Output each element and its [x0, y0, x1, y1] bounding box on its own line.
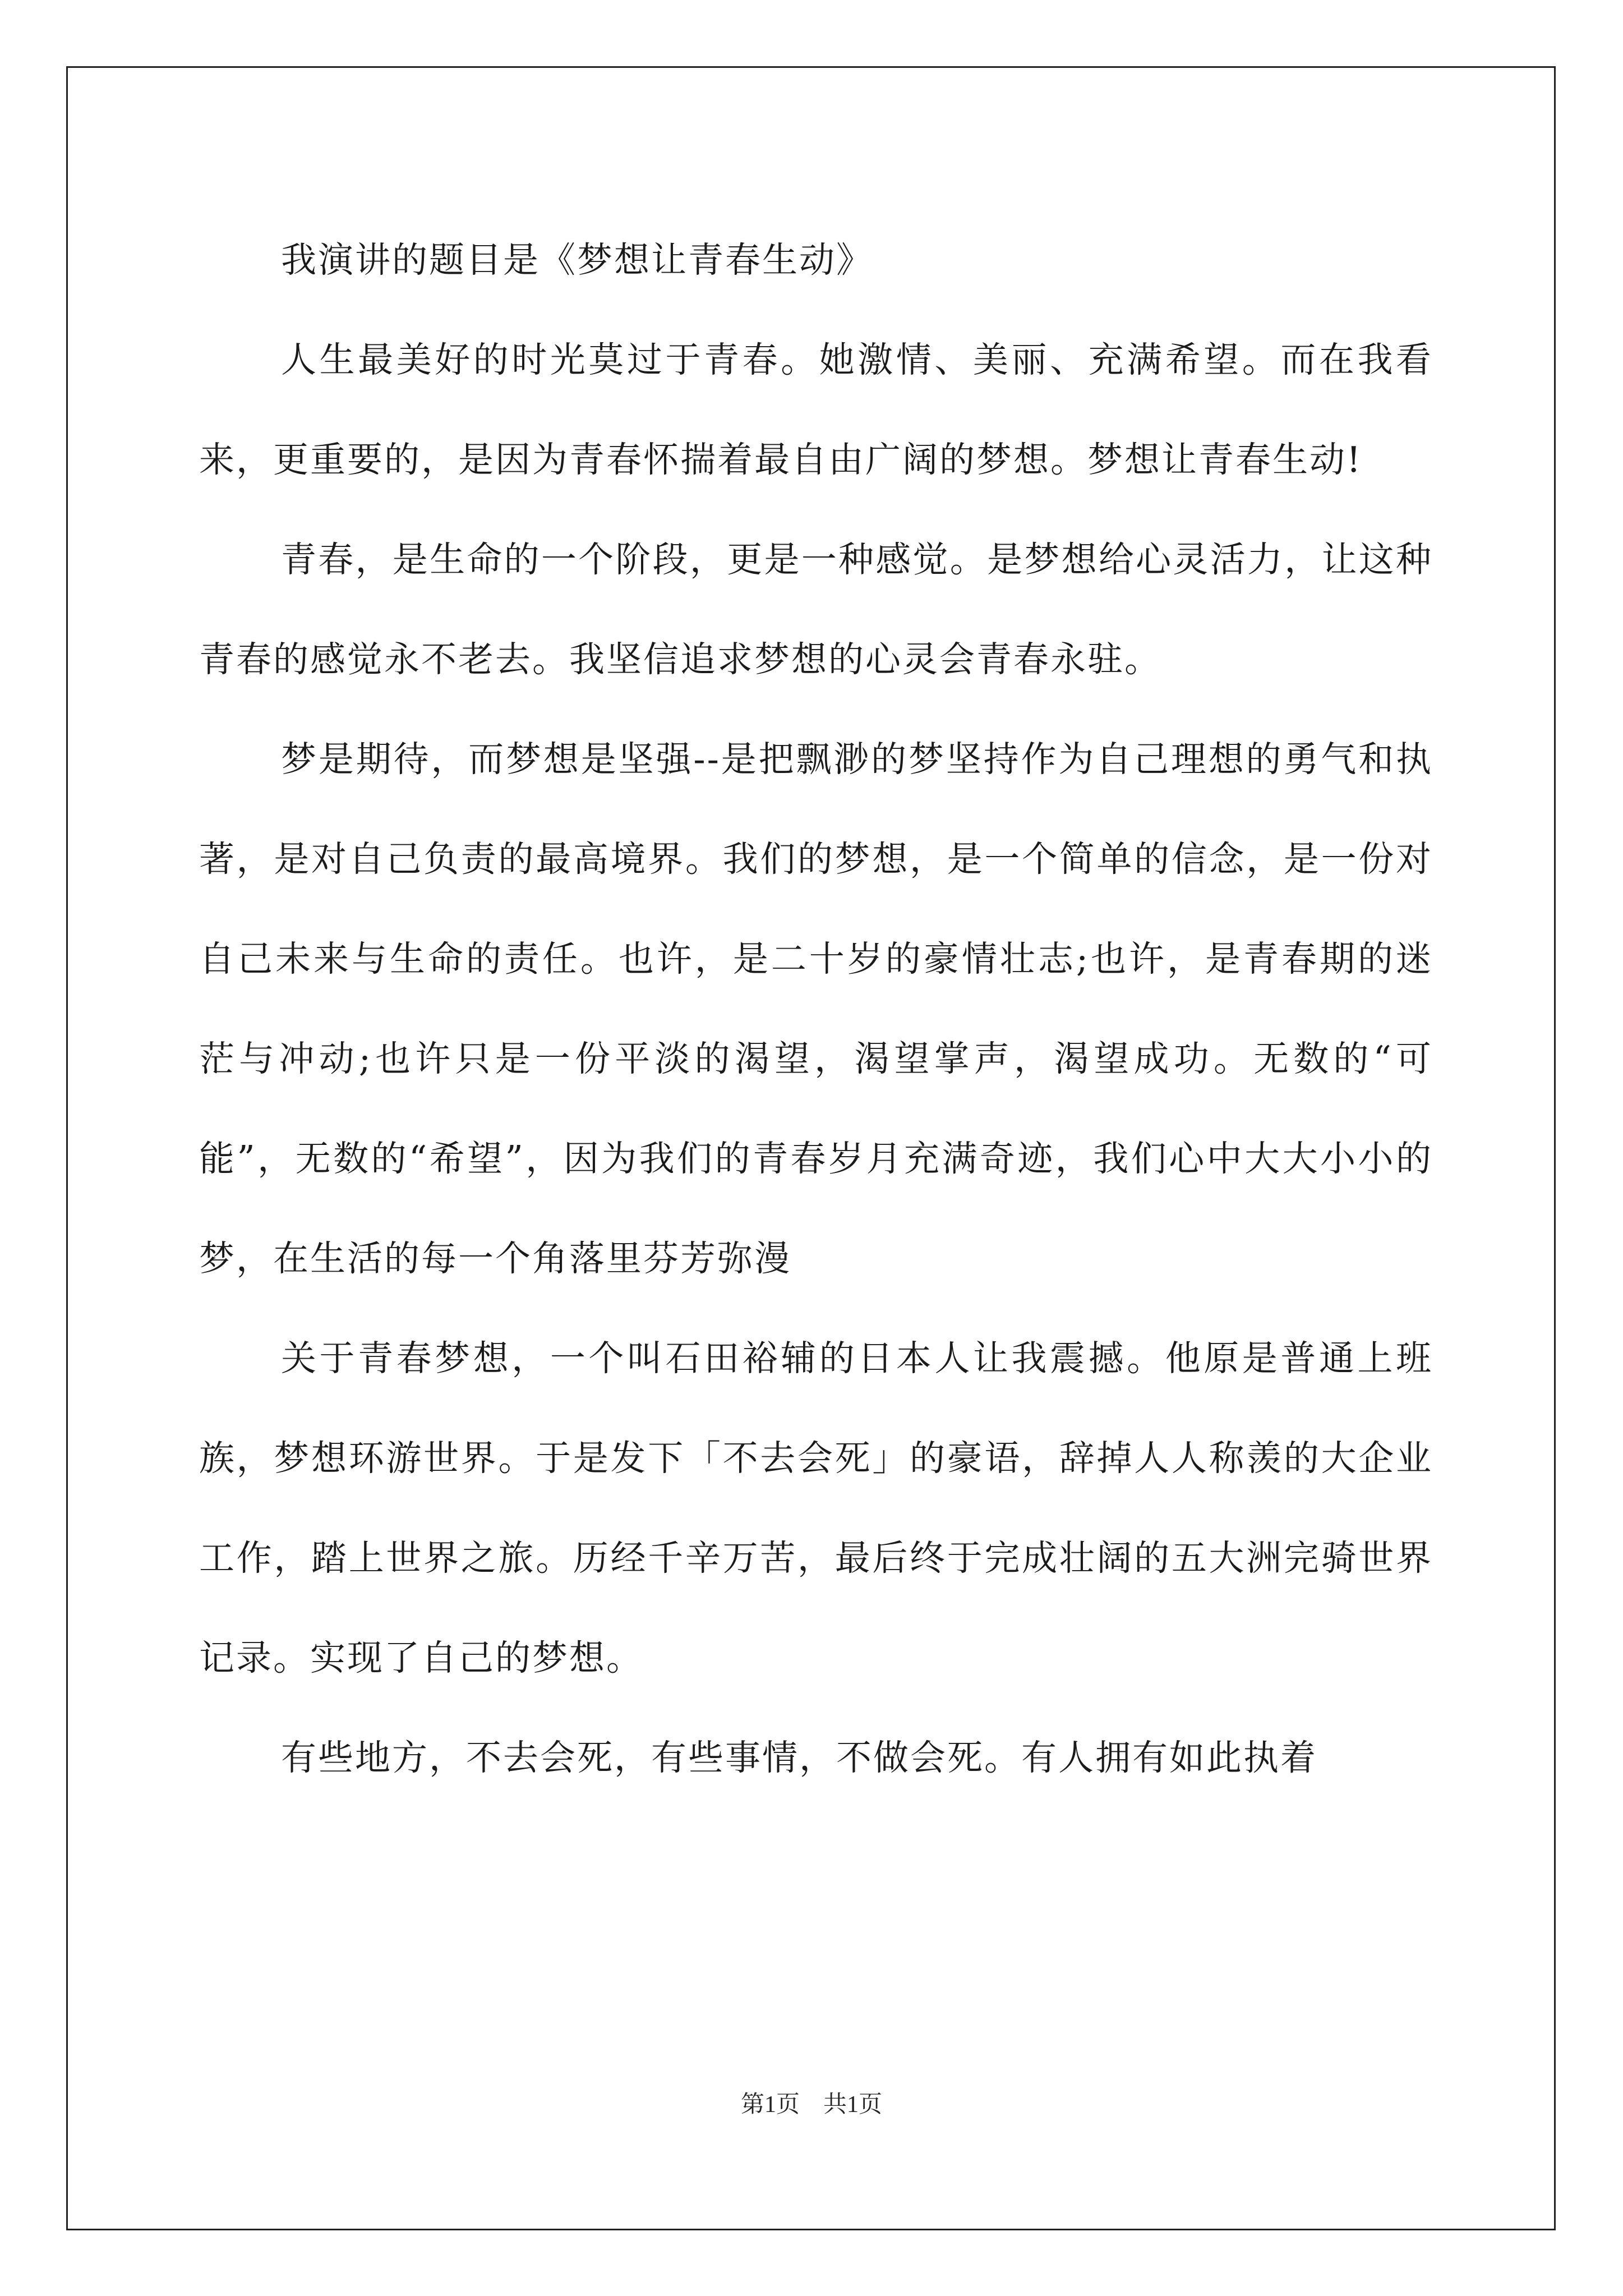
paragraph: 人生最美好的时光莫过于青春。她激情、美丽、充满希望。而在我看来，更重要的，是因为青春怀揣着最自由广阔的梦想。梦想让青春生动!	[199, 339, 1433, 480]
paragraph: 有些地方，不去会死，有些事情，不做会死。有人拥有如此执着	[281, 1737, 1317, 1778]
page-footer: 第1页 共1页	[740, 2092, 882, 2118]
paragraph: 梦是期待，而梦想是坚强--是把飘渺的梦坚持作为自己理想的勇气和执著，是对自己负责的最高境界。我们的梦想，是一个简单的信念，是一份对自己未来与生命的责任。也许，是二十岁的豪情壮志;也许，是青春期的迷茫与冲动;也许只是一份平淡的渴望，渴望掌声，渴望成功。无数的“可能”，无数的“希望”，因为我们的青春岁月充满奇迹，我们心中大大小小的梦，在生活的每一个角落里芬芳弥漫	[199, 739, 1433, 1279]
paragraph: 关于青春梦想，一个叫石田裕辅的日本人让我震撼。他原是普通上班族，梦想环游世界。于是发下「不去会死」的豪语，辞掉人人称羡的大企业工作，踏上世界之旅。历经千辛万苦，最后终于完成壮阔的五大洲完骑世界记录。实现了自己的梦想。	[199, 1338, 1433, 1678]
document-body	[199, 210, 1433, 1808]
paragraph-title: 我演讲的题目是《梦想让青春生动》	[281, 240, 873, 280]
paragraph: 青春，是生命的一个阶段，更是一种感觉。是梦想给心灵活力，让这种青春的感觉永不老去。我坚信追求梦想的心灵会青春永驻。	[199, 539, 1433, 680]
